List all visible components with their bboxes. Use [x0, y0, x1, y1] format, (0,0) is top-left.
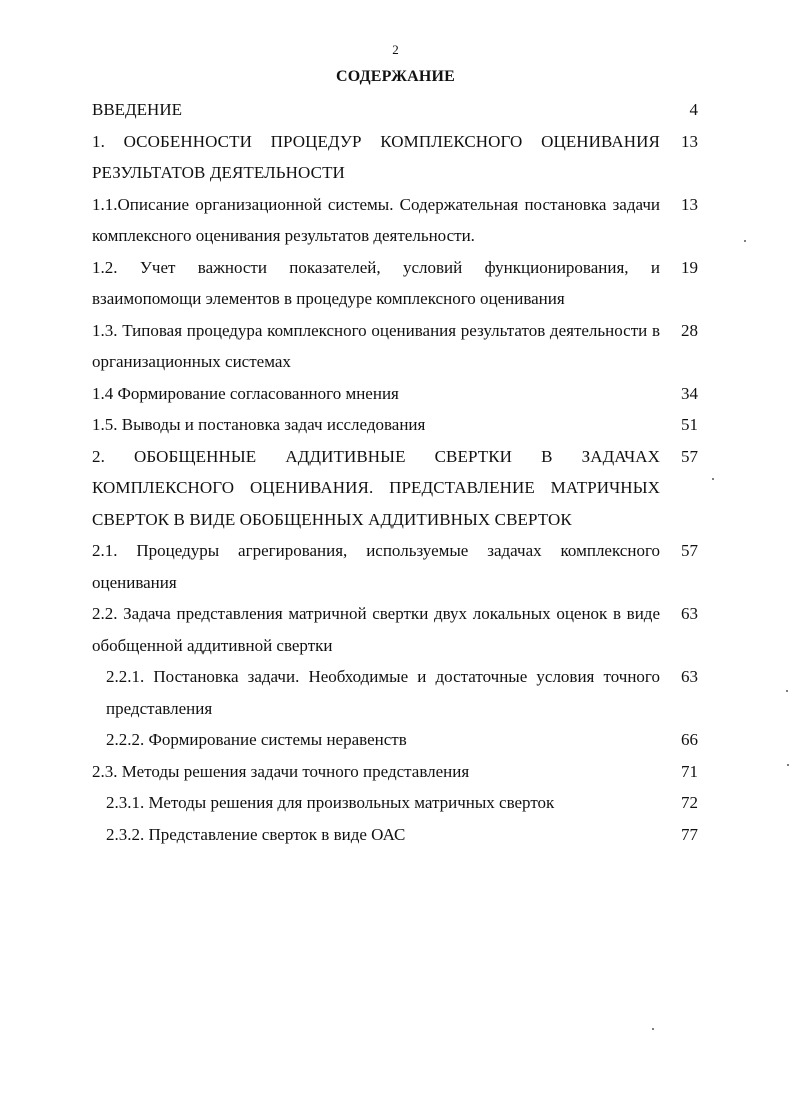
toc-entry-text: 1.1.Описание организационной системы. Содержательная постановка задачи комплексного оценивания результатов деятельности.	[92, 194, 660, 245]
toc-entry-page: 71	[681, 761, 698, 781]
toc-entry-page: 13	[681, 194, 698, 214]
toc-entry-text: 1.5. Выводы и постановка задач исследования	[92, 415, 426, 434]
toc-entry-text: 2.2. Задача представления матричной свертки двух локальных оценок в виде обобщенной аддитивной свертки	[92, 604, 660, 655]
toc-entry-introduction[interactable]	[92, 94, 698, 126]
toc-title: СОДЕРЖАНИЕ	[335, 68, 456, 85]
scan-speck	[652, 1028, 654, 1030]
toc-entry-section-1-2[interactable]	[92, 252, 698, 315]
toc-entry-subsection-2-3-2[interactable]	[92, 819, 698, 851]
toc-entry-page: 66	[681, 730, 698, 749]
toc-entry-text: 1.4 Формирование согласованного мнения	[92, 383, 399, 403]
scan-speck	[712, 478, 714, 480]
toc-entry-subsection-2-3-1[interactable]	[92, 787, 698, 819]
toc-entry-subsection-2-2-1[interactable]	[92, 661, 698, 724]
toc-entry-text: 2.1. Процедуры агрегирования, используемые задачах комплексного оценивания	[92, 541, 660, 592]
scan-speck	[744, 240, 746, 242]
page-number: 2	[392, 42, 399, 57]
toc-entry-chapter-1[interactable]	[92, 126, 698, 189]
scan-speck	[786, 690, 788, 692]
toc-entry-text: 2.2.2. Формирование системы неравенств	[106, 730, 407, 749]
scan-speck	[787, 764, 789, 766]
toc-entry-section-2-1[interactable]	[92, 535, 698, 598]
toc-entry-page: 63	[681, 604, 698, 623]
toc-entry-page: 13	[681, 131, 698, 151]
toc-entry-section-1-3[interactable]	[92, 315, 698, 378]
toc-entry-section-1-1[interactable]	[92, 189, 698, 252]
toc-entry-text: 2.3.2. Представление сверток в виде ОАС	[106, 824, 406, 844]
toc-entry-page: 57	[681, 446, 698, 466]
toc-entry-page: 57	[681, 541, 698, 560]
toc-entry-text: 2. ОБОБЩЕННЫЕ АДДИТИВНЫЕ СВЕРТКИ В ЗАДАЧАХ КОМПЛЕКСНОГО ОЦЕНИВАНИЯ. ПРЕДСТАВЛЕНИЕ МАТРИЧНЫХ СВЕРТОК В ВИДЕ ОБОБЩЕННЫХ АДДИТИВНЫХ СВЕРТОК	[92, 446, 660, 529]
toc-entry-section-2-2[interactable]	[92, 598, 698, 661]
toc-entry-page: 19	[681, 257, 698, 277]
toc-entry-text: 2.3. Методы решения задачи точного представления	[92, 761, 470, 781]
table-of-contents	[92, 94, 698, 850]
toc-entry-page: 51	[681, 415, 698, 434]
toc-entry-text: 1.3. Типовая процедура комплексного оценивания результатов деятельности в организационных системах	[92, 320, 660, 371]
toc-entry-section-1-5[interactable]	[92, 409, 698, 441]
toc-entry-text: 2.2.1. Постановка задачи. Необходимые и достаточные условия точного представления	[106, 667, 660, 718]
toc-entry-page: 63	[681, 667, 698, 686]
toc-entry-page: 4	[689, 100, 698, 119]
toc-entry-text: 2.3.1. Методы решения для произвольных матричных сверток	[106, 793, 555, 812]
toc-entry-text: ВВЕДЕНИЕ	[92, 100, 182, 119]
toc-entry-subsection-2-2-2[interactable]	[92, 724, 698, 756]
toc-entry-page: 28	[681, 320, 698, 340]
toc-entry-chapter-2[interactable]	[92, 441, 698, 536]
toc-entry-section-1-4[interactable]	[92, 378, 698, 410]
toc-entry-section-2-3[interactable]	[92, 756, 698, 788]
toc-entry-page: 34	[681, 383, 698, 403]
toc-entry-text: 1. ОСОБЕННОСТИ ПРОЦЕДУР КОМПЛЕКСНОГО ОЦЕНИВАНИЯ РЕЗУЛЬТАТОВ ДЕЯТЕЛЬНОСТИ	[92, 131, 660, 182]
toc-entry-text: 1.2. Учет важности показателей, условий функционирования, и взаимопомощи элементов в процедуре комплексного оценивания	[92, 257, 660, 308]
toc-entry-page: 77	[681, 824, 698, 844]
toc-entry-page: 72	[681, 793, 698, 812]
